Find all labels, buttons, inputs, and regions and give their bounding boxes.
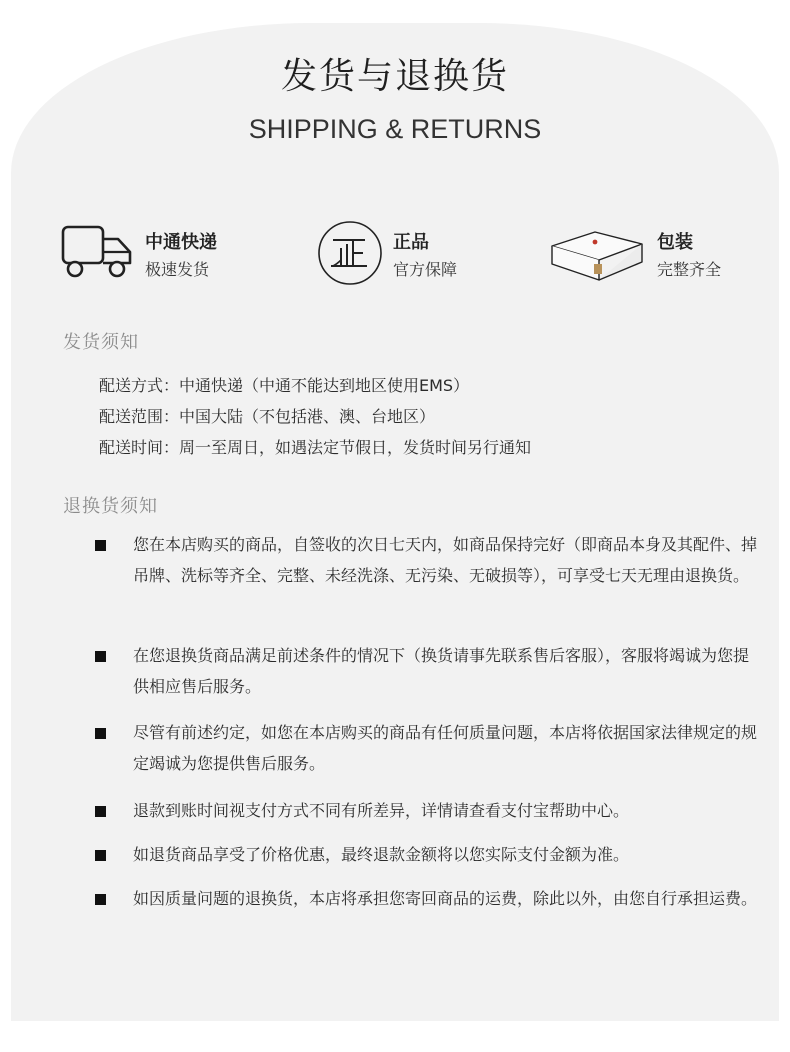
truck-icon xyxy=(60,222,134,282)
rule-text: 退款到账时间视支付方式不同有所差异，详情请查看支付宝帮助中心。 xyxy=(133,801,630,820)
page-subtitle: SHIPPING & RETURNS xyxy=(248,114,542,144)
rule-text: 在您退换货商品满足前述条件的情况下（换货请事先联系售后客服），客服将竭诚为您提供相应售后服务。 xyxy=(133,646,750,696)
bullet-square xyxy=(95,728,106,739)
rule-text: 您在本店购买的商品，自签收的次日七天内，如商品保持完好（即商品本身及其配件、掉吊牌、洗标等齐全、完整、未经洗涤、无污染、无破损等），可享受七天无理由退换货。 xyxy=(133,535,758,585)
feature-subtitle: 极速发货 xyxy=(145,260,210,279)
bullet-square xyxy=(95,806,106,817)
shipping-time: 配送时间：周一至周日，如遇法定节假日，发货时间另行通知 xyxy=(99,438,532,457)
rule-text: 如退货商品享受了价格优惠，最终退款金额将以您实际支付金额为准。 xyxy=(133,845,630,864)
shipping-range: 配送范围：中国大陆（不包括港、澳、台地区） xyxy=(99,407,436,426)
shipping-method: 配送方式：中通快递（中通不能达到地区使用EMS） xyxy=(99,376,470,395)
content-panel xyxy=(11,23,779,1021)
feature-express xyxy=(60,222,260,286)
authentic-seal-icon xyxy=(317,220,383,286)
feature-subtitle: 完整齐全 xyxy=(657,260,722,279)
bullet-square xyxy=(95,894,106,905)
feature-packaging xyxy=(549,222,749,286)
package-box-icon xyxy=(549,222,647,284)
rule-text: 尽管有前述约定，如您在本店购买的商品有任何质量问题，本店将依据国家法律规定的规定竭诚为您提供售后服务。 xyxy=(133,723,758,773)
bullet-square xyxy=(95,850,106,861)
feature-title: 包装 xyxy=(657,232,693,253)
returns-heading: 退换货须知 xyxy=(63,496,158,517)
shipping-heading: 发货须知 xyxy=(63,332,139,353)
feature-title: 中通快递 xyxy=(145,232,217,253)
bullet-square xyxy=(95,651,106,662)
feature-title: 正品 xyxy=(393,232,429,253)
bullet-square xyxy=(95,540,106,551)
rule-text: 如因质量问题的退换货，本店将承担您寄回商品的运费，除此以外，由您自行承担运费。 xyxy=(133,889,758,908)
page-title: 发货与退换货 xyxy=(280,56,509,97)
feature-authentic xyxy=(317,222,517,286)
feature-subtitle: 官方保障 xyxy=(393,260,458,279)
